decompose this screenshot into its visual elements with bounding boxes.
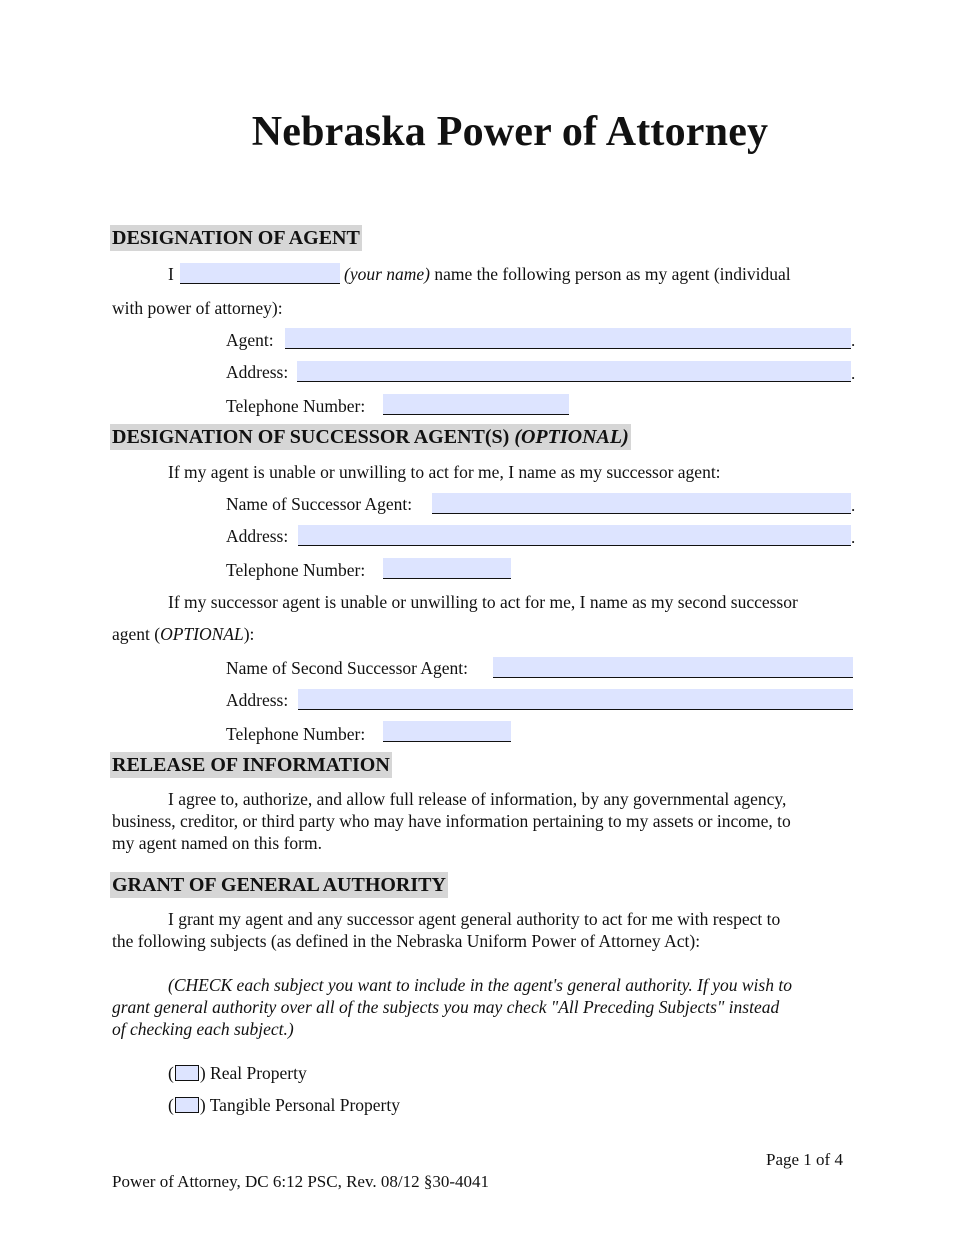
successor-address-field[interactable] [298, 525, 851, 546]
real-property-label: Real Property [210, 1063, 307, 1083]
second-successor-phone-label: Telephone Number: [226, 724, 366, 744]
successor-heading-text: DESIGNATION OF SUCCESSOR AGENT(S) [112, 426, 510, 448]
second-successor-intro-line2 [112, 623, 254, 645]
release-line2: business, creditor, or third party who may have information pertaining to my assets or income, to [112, 811, 791, 831]
second-successor-name-field[interactable] [493, 657, 853, 678]
second-successor-name-label: Name of Second Successor Agent: [226, 658, 469, 678]
agent-address-end-dot: . [851, 364, 856, 383]
section-heading-successor-agents [110, 424, 631, 450]
successor-phone-field[interactable] [383, 558, 511, 579]
agent-intro-line2: with power of attorney): [112, 298, 283, 318]
agent-intro-rest [344, 263, 791, 285]
successor-intro: If my agent is unable or unwilling to act for me, I name as my successor agent: [168, 462, 721, 482]
checkbox-row-real-property [168, 1062, 307, 1084]
successor-name-label: Name of Successor Agent: [226, 494, 413, 514]
agent-field[interactable] [285, 328, 851, 349]
release-line3: my agent named on this form. [112, 833, 322, 853]
agent-address-label: Address: [226, 362, 289, 382]
tangible-personal-property-checkbox[interactable] [175, 1097, 199, 1113]
paren-open: ( [168, 1095, 174, 1115]
agent-intro-text: name the following person as my agent (individual [430, 264, 791, 284]
section-heading-designation-of-agent: DESIGNATION OF AGENT [112, 227, 360, 249]
agent-phone-field[interactable] [383, 394, 569, 415]
second-successor-intro-line1: If my successor agent is unable or unwilling to act for me, I name as my second successor [168, 592, 798, 612]
grant-instruction-line2: grant general authority over all of the subjects you may check "All Preceding Subjects" instead [112, 997, 780, 1017]
successor-name-field[interactable] [432, 493, 851, 514]
checkbox-row-tangible-personal-property [168, 1094, 400, 1116]
real-property-checkbox[interactable] [175, 1065, 199, 1081]
your-name-hint: (your name) [344, 264, 431, 284]
grant-instruction-line1: (CHECK each subject you want to include in the agent's general authority. If you wish to [168, 975, 792, 995]
agent-phone-label: Telephone Number: [226, 396, 366, 416]
form-identifier: Power of Attorney, DC 6:12 PSC, Rev. 08/12 §30-4041 [112, 1172, 489, 1191]
tangible-personal-property-label: Tangible Personal Property [209, 1095, 400, 1115]
section-heading-grant-of-general-authority: GRANT OF GENERAL AUTHORITY [112, 874, 446, 896]
second-successor-address-field[interactable] [298, 689, 853, 710]
intro-i: I [168, 264, 174, 284]
paren-open: ( [168, 1063, 174, 1083]
page-number: Page 1 of 4 [766, 1150, 843, 1169]
your-name-field[interactable] [180, 263, 340, 284]
grant-line2: the following subjects (as defined in the Nebraska Uniform Power of Attorney Act): [112, 931, 701, 951]
second-successor-address-label: Address: [226, 690, 289, 710]
successor-name-end-dot: . [851, 496, 856, 515]
release-line1: I agree to, authorize, and allow full release of information, by any governmental agency, [168, 789, 787, 809]
agent-address-field[interactable] [297, 361, 851, 382]
second-intro-b: ): [243, 624, 255, 644]
second-intro-a: agent ( [112, 624, 161, 644]
section-heading-release-of-information: RELEASE OF INFORMATION [112, 754, 390, 776]
successor-heading-optional: (OPTIONAL) [514, 426, 629, 448]
second-successor-phone-field[interactable] [383, 721, 511, 742]
agent-label: Agent: [226, 330, 274, 350]
agent-field-end-dot: . [851, 331, 856, 350]
grant-instruction-line3: of checking each subject.) [112, 1019, 294, 1039]
successor-address-end-dot: . [851, 528, 856, 547]
successor-address-label: Address: [226, 526, 289, 546]
paren-close: ) [199, 1095, 206, 1115]
grant-line1: I grant my agent and any successor agent general authority to act for me with respect to [168, 909, 781, 929]
paren-close: ) [199, 1063, 206, 1083]
page-title: Nebraska Power of Attorney [251, 109, 769, 155]
agent-intro-line1 [168, 263, 174, 285]
successor-phone-label: Telephone Number: [226, 560, 366, 580]
second-intro-optional: OPTIONAL [160, 624, 244, 644]
